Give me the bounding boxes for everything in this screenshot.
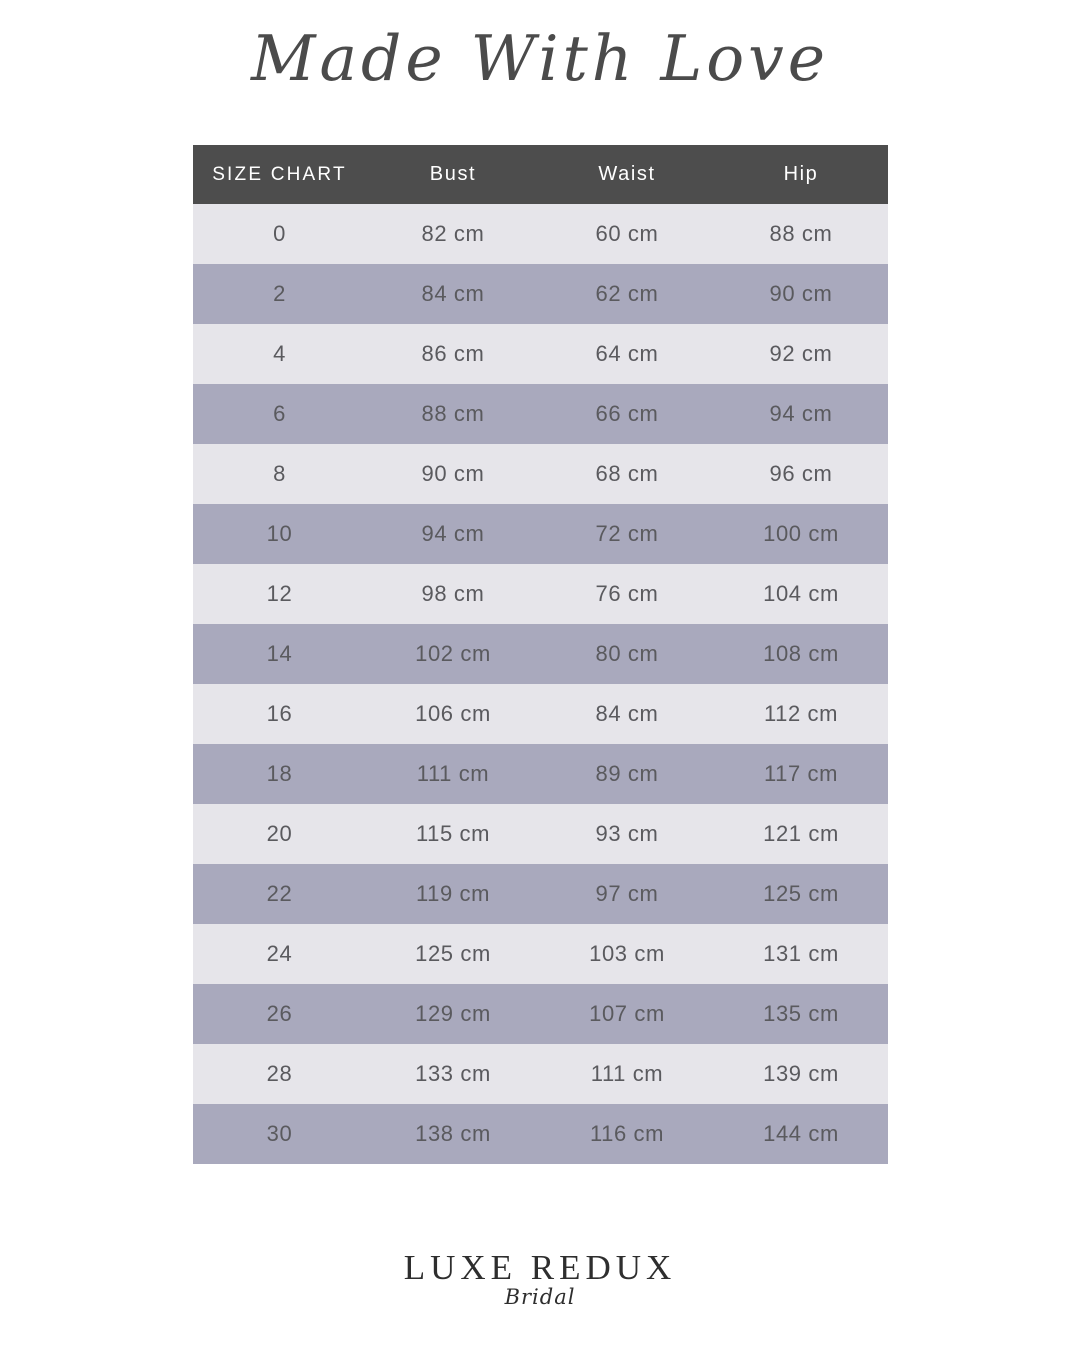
- cell-hip: 139 cm: [714, 1044, 888, 1104]
- cell-hip: 92 cm: [714, 324, 888, 384]
- cell-waist: 107 cm: [540, 984, 714, 1044]
- footer-brand-name: LUXE REDUX: [403, 1248, 677, 1287]
- cell-bust: 111 cm: [366, 744, 540, 804]
- cell-size: 30: [193, 1104, 366, 1164]
- size-chart-table: [193, 145, 888, 1164]
- cell-bust: 133 cm: [366, 1044, 540, 1104]
- cell-waist: 66 cm: [540, 384, 714, 444]
- column-header-waist: Waist: [540, 145, 714, 204]
- table-header-row: [193, 145, 888, 204]
- cell-size: 14: [193, 624, 366, 684]
- cell-waist: 80 cm: [540, 624, 714, 684]
- cell-waist: 116 cm: [540, 1104, 714, 1164]
- cell-size: 24: [193, 924, 366, 984]
- cell-bust: 106 cm: [366, 684, 540, 744]
- table-row: [193, 744, 888, 804]
- cell-hip: 94 cm: [714, 384, 888, 444]
- cell-size: 0: [193, 204, 366, 264]
- cell-size: 18: [193, 744, 366, 804]
- table-row: [193, 804, 888, 864]
- cell-size: 10: [193, 504, 366, 564]
- cell-waist: 97 cm: [540, 864, 714, 924]
- table-body: [193, 204, 888, 1164]
- table-row: [193, 864, 888, 924]
- cell-hip: 88 cm: [714, 204, 888, 264]
- cell-bust: 90 cm: [366, 444, 540, 504]
- table-row: [193, 444, 888, 504]
- table-row: [193, 624, 888, 684]
- cell-waist: 89 cm: [540, 744, 714, 804]
- cell-hip: 96 cm: [714, 444, 888, 504]
- table-row: [193, 984, 888, 1044]
- table-row: [193, 324, 888, 384]
- footer-brand-subtitle: Bridal: [504, 1285, 576, 1309]
- cell-hip: 104 cm: [714, 564, 888, 624]
- table-row: [193, 264, 888, 324]
- cell-waist: 84 cm: [540, 684, 714, 744]
- cell-waist: 76 cm: [540, 564, 714, 624]
- cell-hip: 108 cm: [714, 624, 888, 684]
- cell-bust: 98 cm: [366, 564, 540, 624]
- cell-size: 4: [193, 324, 366, 384]
- cell-size: 6: [193, 384, 366, 444]
- cell-bust: 86 cm: [366, 324, 540, 384]
- cell-bust: 138 cm: [366, 1104, 540, 1164]
- cell-size: 20: [193, 804, 366, 864]
- cell-size: 2: [193, 264, 366, 324]
- table-row: [193, 1044, 888, 1104]
- cell-waist: 60 cm: [540, 204, 714, 264]
- cell-hip: 90 cm: [714, 264, 888, 324]
- table-row: [193, 1104, 888, 1164]
- table-row: [193, 204, 888, 264]
- cell-waist: 103 cm: [540, 924, 714, 984]
- cell-bust: 119 cm: [366, 864, 540, 924]
- cell-bust: 82 cm: [366, 204, 540, 264]
- column-header-hip: Hip: [714, 145, 888, 204]
- cell-bust: 94 cm: [366, 504, 540, 564]
- table-row: [193, 924, 888, 984]
- cell-size: 26: [193, 984, 366, 1044]
- cell-hip: 125 cm: [714, 864, 888, 924]
- cell-hip: 100 cm: [714, 504, 888, 564]
- cell-bust: 129 cm: [366, 984, 540, 1044]
- cell-waist: 68 cm: [540, 444, 714, 504]
- cell-hip: 121 cm: [714, 804, 888, 864]
- cell-hip: 144 cm: [714, 1104, 888, 1164]
- cell-size: 12: [193, 564, 366, 624]
- cell-bust: 88 cm: [366, 384, 540, 444]
- cell-waist: 64 cm: [540, 324, 714, 384]
- footer-logo: [0, 1250, 1080, 1308]
- cell-waist: 62 cm: [540, 264, 714, 324]
- table-header: [193, 145, 888, 204]
- table-row: [193, 564, 888, 624]
- cell-size: 28: [193, 1044, 366, 1104]
- cell-hip: 131 cm: [714, 924, 888, 984]
- cell-waist: 111 cm: [540, 1044, 714, 1104]
- cell-size: 16: [193, 684, 366, 744]
- table-row: [193, 504, 888, 564]
- column-header-bust: Bust: [366, 145, 540, 204]
- cell-hip: 135 cm: [714, 984, 888, 1044]
- page-title: Made With Love: [250, 22, 830, 95]
- cell-bust: 125 cm: [366, 924, 540, 984]
- cell-hip: 112 cm: [714, 684, 888, 744]
- table-row: [193, 384, 888, 444]
- cell-waist: 93 cm: [540, 804, 714, 864]
- cell-size: 22: [193, 864, 366, 924]
- cell-waist: 72 cm: [540, 504, 714, 564]
- cell-hip: 117 cm: [714, 744, 888, 804]
- column-header-size: SIZE CHART: [193, 145, 366, 204]
- cell-bust: 84 cm: [366, 264, 540, 324]
- table-row: [193, 684, 888, 744]
- cell-bust: 115 cm: [366, 804, 540, 864]
- cell-size: 8: [193, 444, 366, 504]
- size-chart-container: [193, 145, 888, 1164]
- cell-bust: 102 cm: [366, 624, 540, 684]
